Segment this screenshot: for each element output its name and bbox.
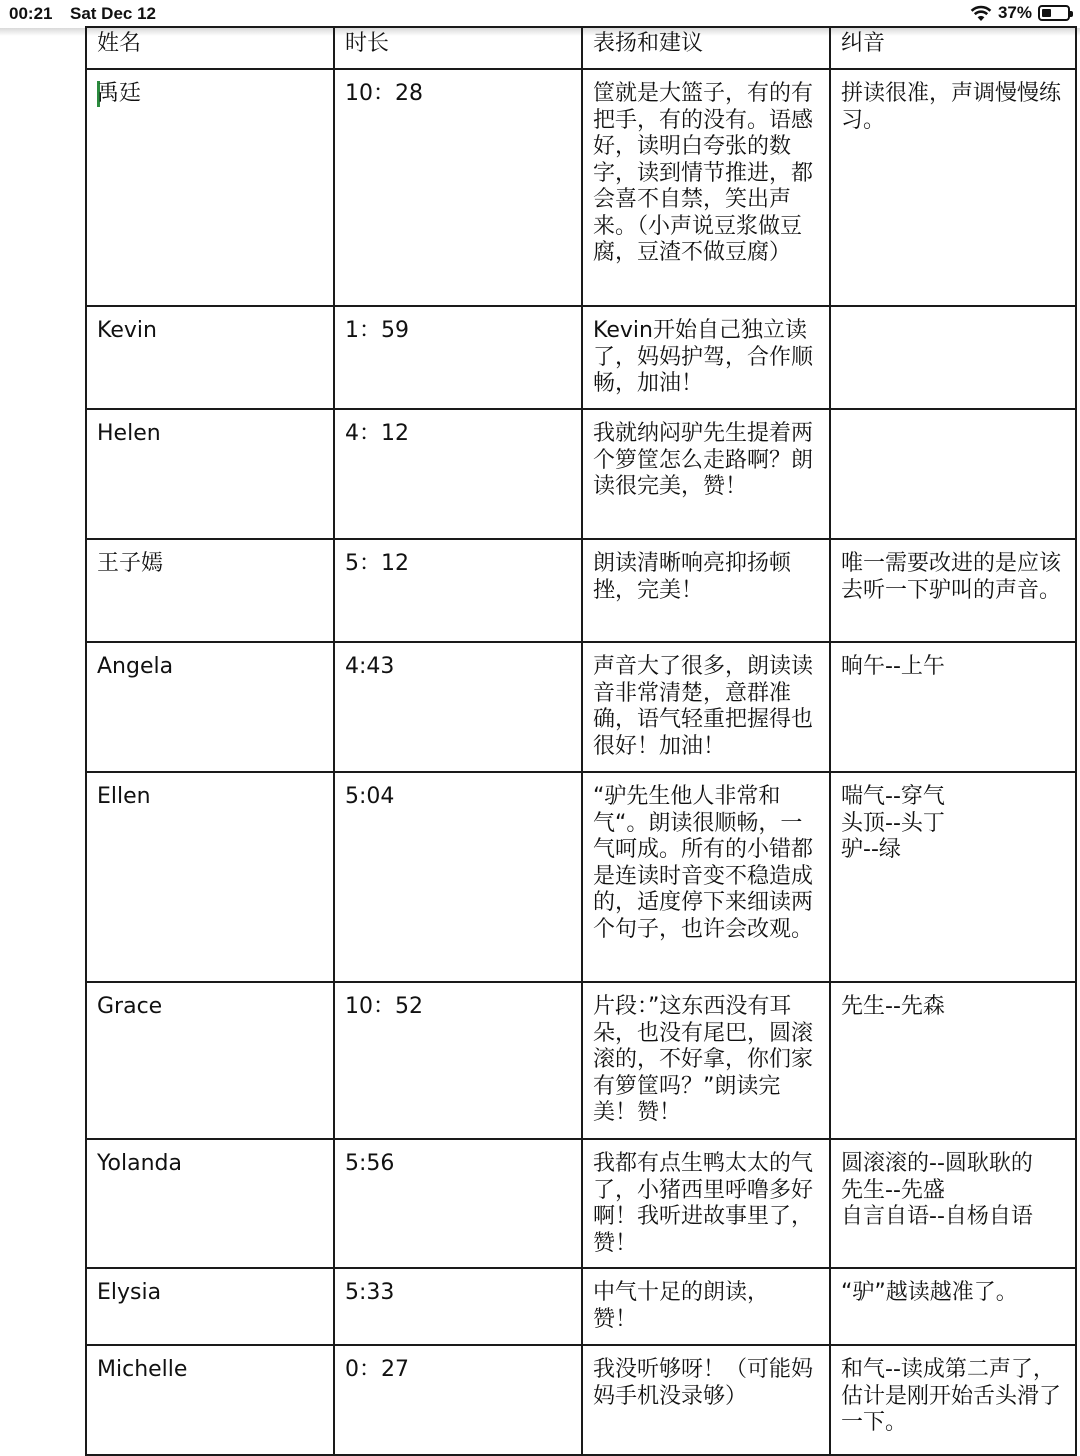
cell-duration[interactable]: 0：27 [334, 1345, 582, 1455]
table-row [86, 1139, 1076, 1268]
cell-duration[interactable]: 4：12 [334, 409, 582, 539]
table-row [86, 982, 1076, 1139]
cell-name[interactable]: Grace [86, 982, 334, 1139]
cell-correction[interactable]: 圆滚滚的--圆耿耿的 先生--先盛 自言自语--自杨自语 [830, 1139, 1076, 1268]
header-correction: 纠音 [830, 27, 1076, 69]
table-row [86, 1345, 1076, 1455]
cell-name[interactable]: Ellen [86, 772, 334, 982]
cell-duration[interactable]: 5:04 [334, 772, 582, 982]
cell-praise[interactable]: 声音大了很多，朗读读音非常清楚，意群准确，语气轻重把握得也很好！加油！ [582, 642, 830, 772]
header-duration: 时长 [334, 27, 582, 69]
cell-praise[interactable]: “驴先生他人非常和气“。朗读很顺畅，一气呵成。所有的小错都是连读时音变不稳造成的，适度停下来细读两个句子，也许会改观。 [582, 772, 830, 982]
table-row [86, 642, 1076, 772]
header-praise: 表扬和建议 [582, 27, 830, 69]
cell-name[interactable]: Yolanda [86, 1139, 334, 1268]
cell-name[interactable]: Elysia [86, 1268, 334, 1345]
header-name: 姓名 [86, 27, 334, 69]
cell-name[interactable]: Michelle [86, 1345, 334, 1455]
cell-duration[interactable]: 5：12 [334, 539, 582, 642]
cell-praise[interactable]: 中气十足的朗读， 赞！ [582, 1268, 830, 1345]
cell-name[interactable] [86, 69, 334, 306]
cell-praise[interactable]: 我就纳闷驴先生提着两个箩筐怎么走路啊？朗读很完美，赞！ [582, 409, 830, 539]
cell-correction[interactable]: “驴”越读越准了。 [830, 1268, 1076, 1345]
cell-correction[interactable]: 拼读很准，声调慢慢练习。 [830, 69, 1076, 306]
table-row [86, 306, 1076, 409]
cell-correction[interactable]: 先生--先森 [830, 982, 1076, 1139]
cell-praise[interactable]: 我都有点生鸭太太的气了，小猪西里呼噜多好啊！我听进故事里了，赞！ [582, 1139, 830, 1268]
cell-duration[interactable]: 10：28 [334, 69, 582, 306]
status-time: 00:21 [9, 4, 53, 23]
cell-duration[interactable]: 5:56 [334, 1139, 582, 1268]
battery-level-fill [1042, 9, 1051, 17]
cell-duration[interactable]: 5:33 [334, 1268, 582, 1345]
wifi-icon [970, 4, 992, 22]
battery-icon [1038, 5, 1070, 21]
cell-praise[interactable]: 片段：”这东西没有耳朵，也没有尾巴，圆滚滚的，不好拿，你们家有箩筐吗？”朗读完美！赞！ [582, 982, 830, 1139]
table-header-row [86, 27, 1076, 69]
table-row [86, 69, 1076, 306]
cell-duration[interactable]: 4:43 [334, 642, 582, 772]
cell-duration[interactable]: 10：52 [334, 982, 582, 1139]
status-date: Sat Dec 12 [70, 4, 156, 23]
cell-praise[interactable]: Kevin开始自己独立读了，妈妈护驾，合作顺畅，加油！ [582, 306, 830, 409]
battery-percent: 37% [997, 3, 1032, 22]
table-row [86, 539, 1076, 642]
cell-name[interactable]: Angela [86, 642, 334, 772]
cell-name[interactable]: 王子嫣 [86, 539, 334, 642]
cell-correction[interactable]: 晌午--上午 [830, 642, 1076, 772]
cell-correction[interactable]: 喘气--穿气 头顶--头丁 驴--绿 [830, 772, 1076, 982]
table-row [86, 772, 1076, 982]
cell-correction[interactable] [830, 306, 1076, 409]
feedback-table [85, 26, 1077, 1456]
cell-name[interactable]: Kevin [86, 306, 334, 409]
table-row [86, 409, 1076, 539]
cell-correction[interactable]: 和气--读成第二声了，估计是刚开始舌头滑了一下。 [830, 1345, 1076, 1455]
cell-praise[interactable]: 朗读清晰响亮抑扬顿挫，完美！ [582, 539, 830, 642]
cell-correction[interactable]: 唯一需要改进的是应该去听一下驴叫的声音。 [830, 539, 1076, 642]
cell-praise[interactable]: 筐就是大篮子，有的有把手，有的没有。语感好，读明白夸张的数字，读到情节推进，都会喜不自禁，笑出声来。（小声说豆浆做豆腐，豆渣不做豆腐） [582, 69, 830, 306]
cell-praise[interactable]: 我没听够呀！（可能妈妈手机没录够） [582, 1345, 830, 1455]
cell-correction[interactable] [830, 409, 1076, 539]
status-right-group [970, 3, 1070, 23]
cell-duration[interactable]: 1：59 [334, 306, 582, 409]
table-row [86, 1268, 1076, 1345]
cell-name-text: 禹廷 [97, 81, 142, 106]
cell-name[interactable]: Helen [86, 409, 334, 539]
status-bar [0, 0, 1080, 28]
